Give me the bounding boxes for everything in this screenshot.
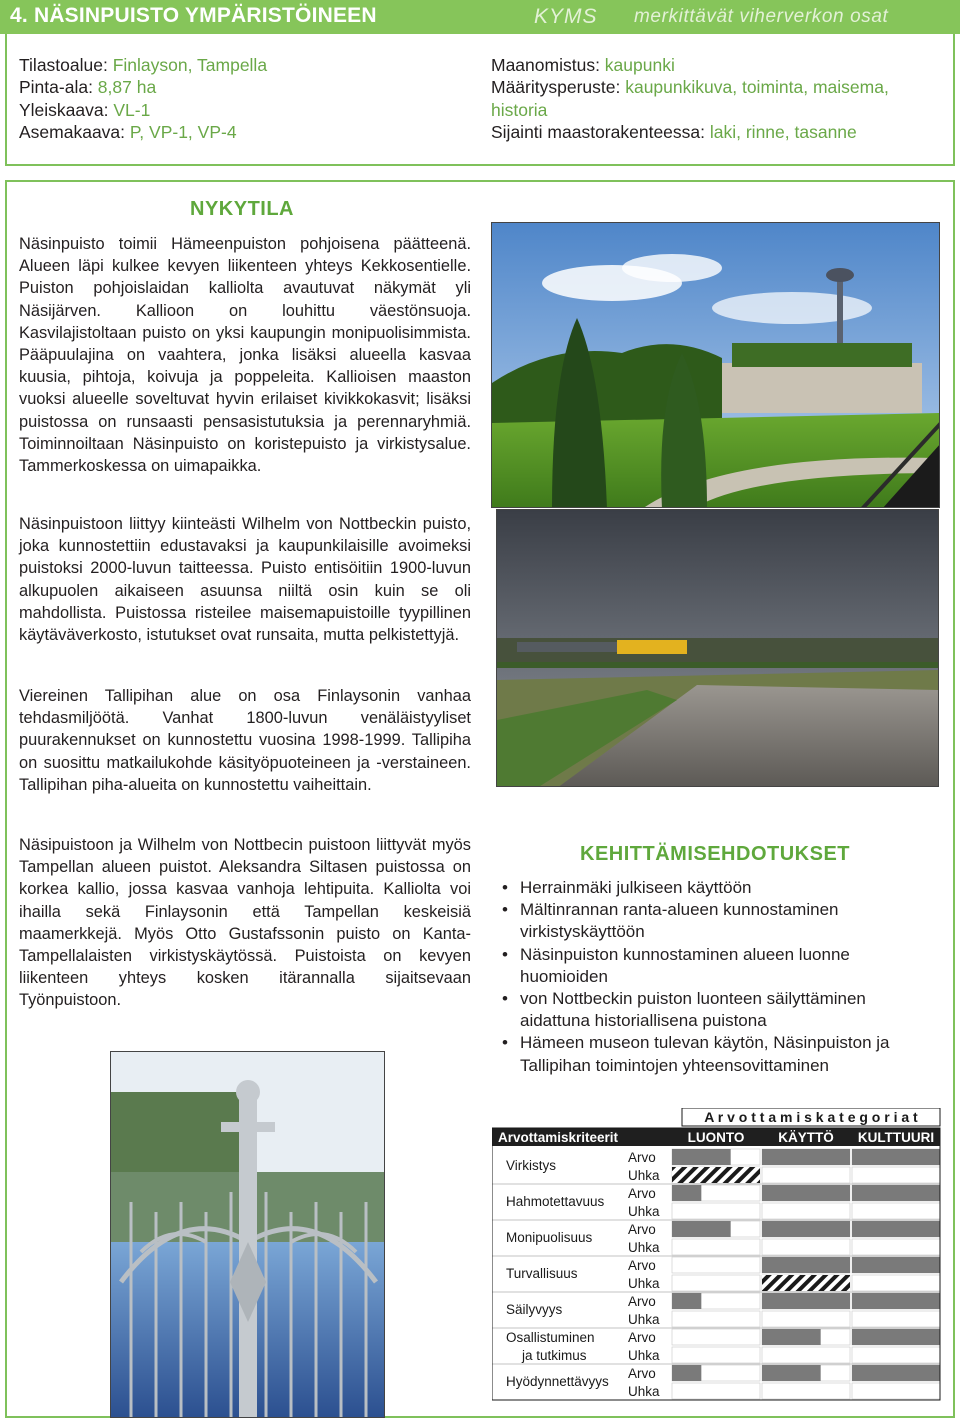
arvo-label: Arvo <box>628 1150 656 1165</box>
uhka-cell <box>852 1347 940 1363</box>
uhka-bar <box>762 1275 850 1291</box>
bullet-icon: • <box>502 1033 508 1053</box>
uhka-cell <box>672 1203 760 1219</box>
uhka-cell <box>762 1347 850 1363</box>
uhka-cell <box>852 1311 940 1327</box>
photo-park-tower-image <box>492 223 940 508</box>
photo-waterfront-path <box>496 509 939 787</box>
arvo-bar <box>852 1221 940 1237</box>
uhka-cell <box>672 1275 760 1291</box>
arvo-bar <box>672 1149 731 1165</box>
arvo-bar <box>762 1221 850 1237</box>
arvo-bar <box>672 1221 731 1237</box>
rating-title: A r v o t t a m i s k a t e g o r i a t <box>704 1109 918 1125</box>
arvo-bar <box>672 1293 701 1309</box>
bullet-icon: • <box>502 900 508 920</box>
info-row-asemakaava: Asemakaava: P, VP-1, VP-4 <box>19 121 237 142</box>
uhka-label: Uhka <box>628 1276 660 1291</box>
uhka-label: Uhka <box>628 1348 660 1363</box>
arvo-bar <box>762 1293 850 1309</box>
uhka-cell <box>672 1311 760 1327</box>
photo-ornamental-gate-image <box>111 1052 385 1418</box>
arvo-bar <box>762 1329 821 1345</box>
uhka-cell <box>762 1167 850 1183</box>
kehittamis-item: • Hämeen museon tulevan käytön, Näsinpuiston ja Tallipihan toimintojen yhteensovittaminen <box>502 1033 890 1075</box>
arvo-cell <box>672 1329 760 1345</box>
arvo-label: Arvo <box>628 1366 656 1381</box>
uhka-cell <box>852 1167 940 1183</box>
rating-table-graphic <box>492 1108 942 1402</box>
arvo-label: Arvo <box>628 1222 656 1237</box>
nykytila-paragraph-1: Näsinpuisto toimii Hämeenpuiston pohjoisena päätteenä. Alueen läpi kulkee kevyen liikenteen yhteys Kekkosentielle. Puiston pohjoislaidan kalliolta avautuvat näkymät yli Näsijärven. Kallioon on louhittu väestönsuoja. Kasvilajistoltaan puisto on yksi kaupungin monipuolisimmista. Pääpuulajina on vaahtera, jonka lisäksi alueella kasvaa kuusia, pihtoja, koivuja ja poppeleita. Kallioisen maaston vuoksi alueelle soveltuvat hyvin erilaiset kivikkokasvit; lisäksi puistossa on runsaasti pensasistutuksia ja perennaryhmiä. Toiminnoiltaan Näsinpuisto on koristepuisto ja virkistysalue. Tammerkoskessa on uimapaikka. <box>19 235 471 476</box>
uhka-label: Uhka <box>628 1168 660 1183</box>
criterion-label: ja tutkimus <box>522 1348 587 1363</box>
nykytila-paragraph-4: Näsipuistoon ja Wilhelm von Nottbecin puistoon liittyvät myös Tampellan alueen puistot. Aleksandra Siltasen puistossa on korkea kallio, jossa kasvaa vanhoja lehtipuita. Kalliolta voi ihailla sekä Finlaysonin että Tampellan keskeisiä maamerkkejä. Myös Otto Gustafssonin puisto on Kanta-Tampellalaisten virkistyskäytössä. Puistoista on kevyen liikenteen yhteys kosken itärannalla sijaitsevaan Työnpuistoon. <box>19 836 471 1010</box>
kehittamis-list <box>500 877 940 1077</box>
photo-ornamental-gate <box>110 1051 385 1418</box>
arvo-label: Arvo <box>628 1294 656 1309</box>
arvo-bar <box>762 1149 850 1165</box>
bullet-icon: • <box>502 944 508 964</box>
uhka-cell <box>852 1239 940 1255</box>
uhka-cell <box>852 1203 940 1219</box>
column-header: KULTTUURI <box>857 1130 935 1145</box>
arvo-cell <box>672 1257 760 1273</box>
arvo-bar <box>852 1149 940 1165</box>
uhka-label: Uhka <box>628 1204 660 1219</box>
info-row-yleiskaava: Yleiskaava: VL-1 <box>19 99 151 120</box>
kehittamis-item: • Näsinpuiston kunnostaminen alueen luonne huomioiden <box>502 944 850 986</box>
arvo-bar <box>762 1185 850 1201</box>
arvo-bar <box>852 1329 940 1345</box>
photo-park-tower <box>491 222 940 508</box>
criterion-label: Hahmotettavuus <box>506 1194 605 1209</box>
arvo-bar <box>672 1365 701 1381</box>
kyms-label: KYMS <box>534 5 598 28</box>
info-row-maanomistus: Maanomistus: kaupunki <box>491 55 675 75</box>
arvo-label: Arvo <box>628 1258 656 1273</box>
criterion-label: Säilyvyys <box>506 1302 563 1317</box>
uhka-cell <box>852 1383 940 1399</box>
nykytila-paragraph-3: Viereinen Tallipihan alue on osa Finlaysonin vanhaa tehdasmiljöötä. Vanhat 1800-luvun venäläistyyliset puurakennukset on kunnostettu vuosina 1998-1999. Tallipiha on suosittu matkailukohde käsityöpuoteineen ja -verstaineen. Tallipihan piha-alueita on kunnostettu vaiheittain. <box>19 687 471 794</box>
criterion-label: Virkistys <box>506 1158 557 1173</box>
rating-table <box>492 1108 942 1402</box>
arvo-bar <box>762 1365 821 1381</box>
uhka-cell <box>762 1383 850 1399</box>
uhka-cell <box>852 1275 940 1291</box>
arvo-bar <box>852 1257 940 1273</box>
uhka-cell <box>762 1311 850 1327</box>
uhka-cell <box>672 1239 760 1255</box>
info-row-pinta-ala: Pinta-ala: 8,87 ha <box>19 77 157 98</box>
uhka-cell <box>762 1239 850 1255</box>
page-subtitle: merkittävät viherverkon osat <box>634 6 889 27</box>
column-header: KÄYTTÖ <box>778 1130 834 1145</box>
arvo-label: Arvo <box>628 1186 656 1201</box>
criterion-label: Monipuolisuus <box>506 1230 593 1245</box>
info-left <box>19 54 267 143</box>
header-bar <box>0 0 960 34</box>
criterion-label: Hyödynnettävyys <box>506 1374 609 1389</box>
arvo-bar <box>852 1293 940 1309</box>
arvo-label: Arvo <box>628 1330 656 1345</box>
column-header: LUONTO <box>687 1130 745 1145</box>
criteria-header: Arvottamiskriteerit <box>498 1130 619 1145</box>
kehittamis-item: • von Nottbeckin puiston luonteen säilyttäminen aidattuna historiallisena puistona <box>502 989 866 1031</box>
kehittamis-heading: KEHITTÄMISEHDOTUKSET <box>580 843 850 865</box>
nykytila-heading: NYKYTILA <box>190 198 294 220</box>
arvo-bar <box>672 1185 701 1201</box>
uhka-cell <box>672 1347 760 1363</box>
uhka-label: Uhka <box>628 1384 660 1399</box>
info-right <box>491 54 889 143</box>
uhka-label: Uhka <box>628 1240 660 1255</box>
criterion-label: Osallistuminen <box>506 1330 595 1345</box>
kehittamis-item: • Mältinrannan ranta-alueen kunnostaminen virkistyskäyttöön <box>502 900 839 942</box>
info-row-maaritysperuste-cont: historia <box>491 99 548 120</box>
page-title: 4. NÄSINPUISTO YMPÄRISTÖINEEN <box>10 4 377 27</box>
info-row-sijainti: Sijainti maastorakenteessa: laki, rinne, tasanne <box>491 121 857 142</box>
info-row-maaritysperuste: Määritysperuste: kaupunkikuva, toiminta, maisema, <box>491 77 889 98</box>
uhka-cell <box>762 1203 850 1219</box>
arvo-bar <box>762 1257 850 1273</box>
uhka-bar <box>672 1167 760 1183</box>
uhka-cell <box>672 1383 760 1399</box>
uhka-label: Uhka <box>628 1312 660 1327</box>
kehittamis-item: • Herrainmäki julkiseen käyttöön <box>500 877 940 899</box>
bullet-icon: • <box>502 989 508 1009</box>
bullet-icon: • <box>502 878 508 897</box>
arvo-bar <box>852 1365 940 1381</box>
info-row-tilastoalue: Tilastoalue: Finlayson, Tampella <box>19 55 268 75</box>
arvo-bar <box>852 1185 940 1201</box>
criterion-label: Turvallisuus <box>506 1266 578 1281</box>
photo-waterfront-path-image <box>497 510 939 787</box>
nykytila-paragraph-2: Näsinpuistoon liittyy kiinteästi Wilhelm von Nottbeckin puisto, joka kunnostettiin edustavaksi ja kaupunkilaisille avoimeksi puistoksi 2000-luvun taitteessa. Puisto entisöitiin 1900-luvun alkupuolen aikaiseen asuunsa niiltä osin kuin se oli mahdollista. Puistossa risteilee maisemapuistoille tyypillinen käytäväverkosto, istutukset ovat runsaita, mutta pelkistettyjä. <box>19 515 471 645</box>
